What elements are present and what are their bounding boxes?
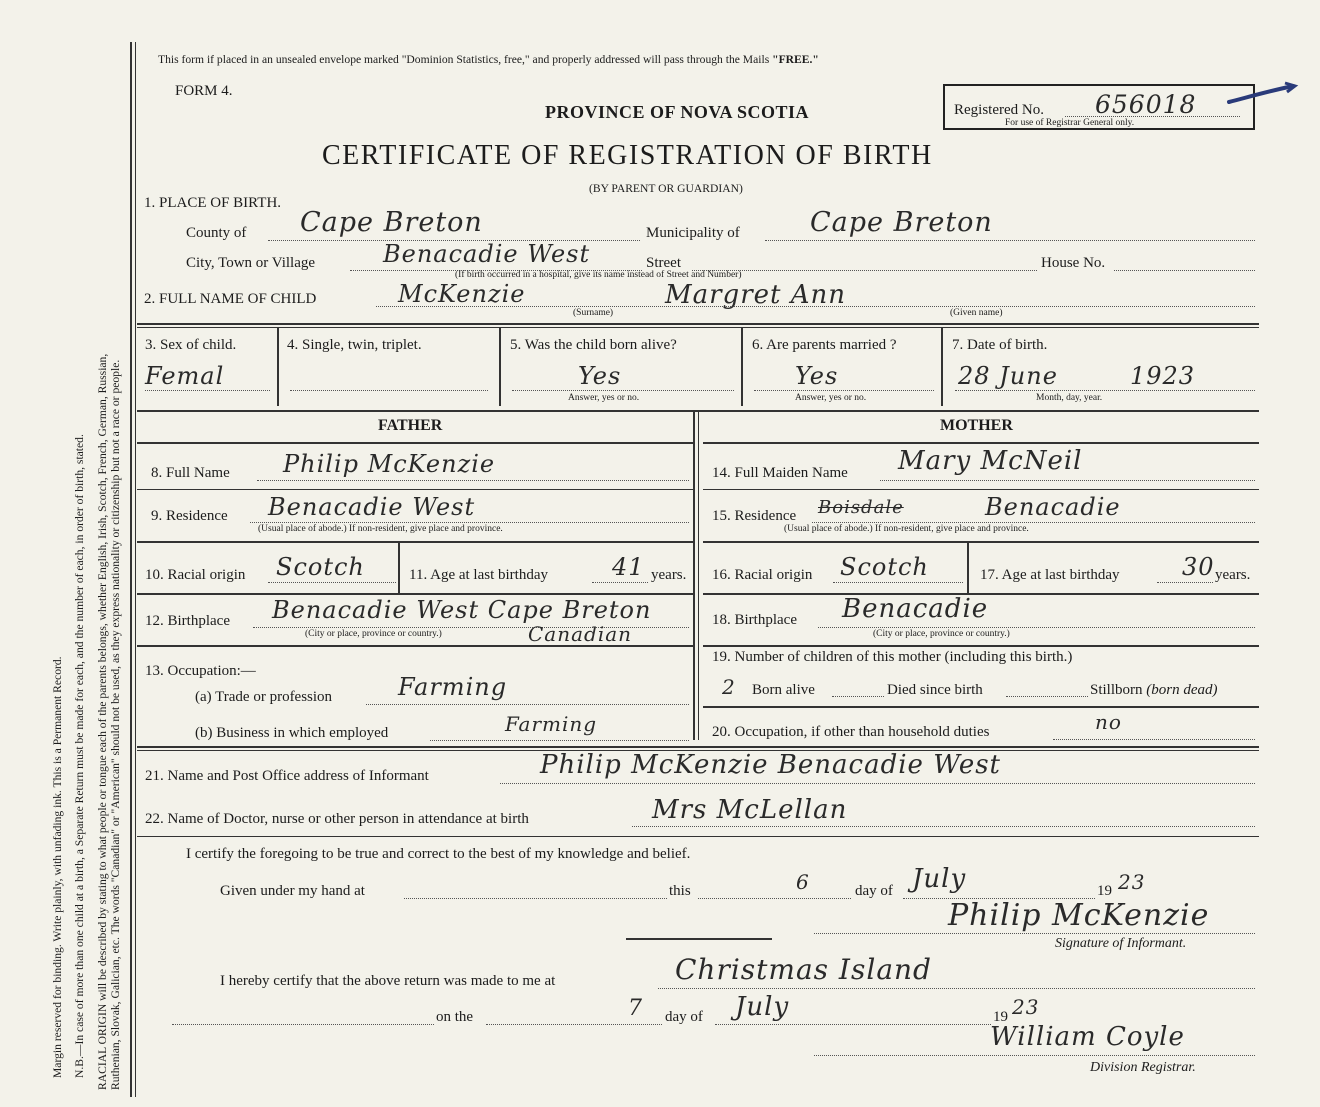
on-year-prefix: 19 <box>993 1009 1008 1025</box>
mother-occupation-dots <box>1053 739 1255 740</box>
registrar-signature: William Coyle <box>990 1022 1185 1052</box>
born-alive-label: 5. Was the child born alive? <box>510 337 677 353</box>
multiple-birth-dots <box>290 390 488 391</box>
house-number-dots <box>1114 270 1255 271</box>
registrar-signature-caption: Division Registrar. <box>1090 1060 1196 1075</box>
street-dots <box>692 270 1037 271</box>
mother-birthplace-label: 18. Birthplace <box>712 612 797 628</box>
dob-caption: Month, day, year. <box>1036 393 1103 403</box>
cell-divider <box>741 328 743 406</box>
cell-divider <box>967 543 969 593</box>
on-the-lead-dots <box>172 1024 434 1025</box>
registered-value: 656018 <box>1095 90 1197 119</box>
born-alive-dots <box>512 390 734 391</box>
cell-divider <box>277 328 279 406</box>
mother-heading-rule <box>703 442 1259 444</box>
informant-signature-dots <box>814 933 1255 934</box>
informant-signature-caption: Signature of Informant. <box>1055 936 1187 951</box>
father-business-dots <box>430 740 689 741</box>
hospital-note: (If birth occurred in a hospital, give its name instead of Street and Number) <box>455 270 742 280</box>
registrar-note: For use of Registrar General only. <box>1005 118 1135 128</box>
born-alive-value: Yes <box>578 362 622 390</box>
place-of-birth-heading: 1. PLACE OF BIRTH. <box>144 195 282 211</box>
sex-value: Femal <box>145 362 225 390</box>
doctor-value: Mrs McLellan <box>652 795 848 825</box>
mother-birthplace-dots <box>818 627 1255 628</box>
father-trade-dots <box>366 704 689 705</box>
father-racial-label: 10. Racial origin <box>145 567 246 583</box>
day-value: 6 <box>796 870 810 894</box>
county-value: Cape Breton <box>300 207 483 238</box>
cell-divider <box>398 543 400 593</box>
divider-informant <box>137 746 1259 748</box>
row-rule <box>703 489 1259 490</box>
margin-note-racial-origin: RACIAL ORIGIN will be described by stating to what people or tongue each of the parents belongs, whether English, Irish, Scotch, French, German, Russian, <box>96 353 109 1090</box>
mother-years-label: years. <box>1215 567 1251 583</box>
margin-note-multiple-births: N.B.—In case of more than one child at a birth, a Separate Return must be made for each, and the number of each, in order of birth, stated. <box>73 434 86 1078</box>
municipality-dots <box>765 240 1255 241</box>
father-trade-value: Farming <box>398 673 508 701</box>
form-number: FORM 4. <box>175 83 233 99</box>
father-heading: FATHER <box>378 417 443 434</box>
father-name-label: 8. Full Name <box>151 465 230 481</box>
mother-name-dots <box>880 480 1255 481</box>
binding-margin-line <box>130 42 132 1097</box>
father-residence-dots <box>250 522 689 523</box>
doctor-dots <box>632 826 1255 827</box>
county-label: County of <box>186 225 247 241</box>
registered-label: Registered No. <box>954 102 1044 118</box>
father-birthplace-caption: (City or place, province or country.) <box>305 629 442 639</box>
day-dots <box>698 898 851 899</box>
on-month-dots <box>715 1024 991 1025</box>
mother-died-label: Died since birth <box>887 682 983 698</box>
row-rule <box>137 645 693 647</box>
binding-margin-line-inner <box>135 42 136 1097</box>
married-label: 6. Are parents married ? <box>752 337 897 353</box>
child-surname: McKenzie <box>398 280 526 308</box>
mother-born-alive-label: Born alive <box>752 682 815 698</box>
married-dots <box>754 390 934 391</box>
on-day-of-label: day of <box>665 1009 703 1025</box>
father-birthplace-value: Benacadie West Cape Breton <box>272 596 652 624</box>
dob-day-month: 28 June <box>958 362 1058 390</box>
municipality-value: Cape Breton <box>810 207 993 238</box>
parents-center-divider <box>693 410 695 740</box>
year-suffix: 23 <box>1118 870 1146 894</box>
mother-residence-dots <box>812 522 1255 523</box>
month-value: July <box>912 864 967 894</box>
house-number-label: House No. <box>1041 255 1106 271</box>
postal-note-free: "FREE." <box>772 53 819 66</box>
father-age-label: 11. Age at last birthday <box>409 567 548 583</box>
given-under-hand-label: Given under my hand at <box>220 883 365 899</box>
informant-value: Philip McKenzie Benacadie West <box>540 750 1001 780</box>
mother-residence-struck: Boisdale <box>818 497 904 518</box>
on-month-value: July <box>735 992 790 1022</box>
father-birthplace-extra: Canadian <box>528 622 633 646</box>
father-name-dots <box>257 480 689 481</box>
father-business-label: (b) Business in which employed <box>195 725 389 741</box>
mother-birthplace-value: Benacadie <box>842 594 989 624</box>
city-label: City, Town or Village <box>186 255 316 271</box>
margin-note-racial-origin-cont: Ruthenian, Slovak, Galician, etc. The words "Canadian" or "American" should not be used, as they express nationality or citizenship but not a race or people. <box>109 359 122 1090</box>
born-alive-dots <box>832 696 884 697</box>
father-racial-value: Scotch <box>276 553 365 581</box>
father-name-value: Philip McKenzie <box>283 450 496 478</box>
informant-label: 21. Name and Post Office address of Informant <box>145 768 429 784</box>
row-rule <box>137 541 693 543</box>
row-rule <box>703 706 1259 708</box>
mother-stillborn-label: Stillborn <box>1090 682 1143 698</box>
mother-racial-value: Scotch <box>840 553 929 581</box>
father-age-dots <box>592 582 648 583</box>
day-of-label: day of <box>855 883 893 899</box>
year-prefix: 19 <box>1097 883 1112 899</box>
mother-heading: MOTHER <box>940 417 1013 434</box>
page-subtitle: (BY PARENT OR GUARDIAN) <box>589 182 743 195</box>
father-residence-label: 9. Residence <box>151 508 228 524</box>
postal-note-text: This form if placed in an unsealed envelope marked "Dominion Statistics, free," and properly addressed will pass through the Mails <box>158 53 770 66</box>
municipality-label: Municipality of <box>646 225 740 241</box>
mother-racial-label: 16. Racial origin <box>712 567 813 583</box>
mother-birthplace-caption: (City or place, province or country.) <box>873 629 1010 639</box>
multiple-birth-label: 4. Single, twin, triplet. <box>287 337 422 353</box>
father-age-value: 41 <box>612 553 645 581</box>
father-years-label: years. <box>651 567 687 583</box>
married-value: Yes <box>795 362 839 390</box>
postal-note <box>158 53 819 66</box>
this-label: this <box>669 883 691 899</box>
given-place-dots <box>404 898 667 899</box>
mother-age-label: 17. Age at last birthday <box>980 567 1120 583</box>
mother-occupation-label: 20. Occupation, if other than household duties <box>712 724 990 740</box>
margin-note-binding: Margin reserved for binding. Write plainly, with unfading ink. This is a Permanent Record. <box>51 656 64 1078</box>
child-given-name: Margret Ann <box>665 280 846 310</box>
row-rule <box>137 489 693 490</box>
mother-name-value: Mary McNeil <box>898 446 1083 476</box>
mother-children-label: 19. Number of children of this mother (including this birth.) <box>712 649 1073 665</box>
father-racial-dots <box>268 582 396 583</box>
row-rule <box>703 541 1259 543</box>
dob-dots <box>955 390 1255 391</box>
row-rule <box>137 593 693 595</box>
divider-certification <box>137 836 1259 837</box>
mother-abode-note: (Usual place of abode.) If non-resident, give place and province. <box>784 524 1029 534</box>
mother-age-dots <box>1157 582 1213 583</box>
given-name-caption: (Given name) <box>950 308 1003 318</box>
born-alive-caption: Answer, yes or no. <box>568 393 640 403</box>
registrar-signature-dots <box>814 1055 1255 1056</box>
mother-age-value: 30 <box>1182 553 1215 581</box>
parents-center-divider-b <box>698 410 699 740</box>
informant-signature: Philip McKenzie <box>948 898 1210 933</box>
father-business-value: Farming <box>505 712 598 736</box>
page-title: CERTIFICATE OF REGISTRATION OF BIRTH <box>322 140 933 171</box>
mother-stillborn <box>1090 682 1218 699</box>
province-heading: PROVINCE OF NOVA SCOTIA <box>545 102 810 122</box>
doctor-label: 22. Name of Doctor, nurse or other person in attendance at birth <box>145 811 529 827</box>
dob-label: 7. Date of birth. <box>952 337 1048 353</box>
cell-divider <box>941 328 943 406</box>
mother-racial-dots <box>833 582 963 583</box>
mother-name-label: 14. Full Maiden Name <box>712 465 848 481</box>
divider-row-3b <box>137 327 1259 328</box>
sex-dots <box>145 390 270 391</box>
mother-born-alive-value: 2 <box>722 675 736 699</box>
return-place-dots <box>658 988 1255 989</box>
return-place: Christmas Island <box>675 953 932 986</box>
dob-year: 1923 <box>1130 362 1196 390</box>
surname-caption: (Surname) <box>573 308 614 318</box>
father-heading-rule <box>137 442 693 444</box>
on-day-value: 7 <box>628 996 643 1021</box>
mother-residence-value: Benacadie <box>985 493 1121 521</box>
mother-occupation-value: no <box>1095 710 1122 734</box>
father-trade-label: (a) Trade or profession <box>195 689 333 705</box>
father-occupation-label: 13. Occupation:— <box>145 663 256 679</box>
check-mark-icon <box>1225 80 1300 115</box>
died-dots <box>1006 696 1088 697</box>
row-rule <box>703 645 1259 647</box>
informant-dots <box>500 783 1255 784</box>
mother-residence-label: 15. Residence <box>712 508 797 524</box>
registration-number-box <box>943 84 1255 130</box>
sex-label: 3. Sex of child. <box>145 337 237 353</box>
cell-divider <box>499 328 501 406</box>
return-label: I hereby certify that the above return was made to me at <box>220 973 556 989</box>
city-value: Benacadie West <box>383 240 591 268</box>
on-year-suffix: 23 <box>1012 995 1040 1019</box>
divider-row-3 <box>137 323 1259 325</box>
separator-rule <box>626 938 772 940</box>
on-day-dots <box>486 1024 662 1025</box>
child-name-label: 2. FULL NAME OF CHILD <box>144 291 317 307</box>
on-the-label: on the <box>436 1009 474 1025</box>
married-caption: Answer, yes or no. <box>795 393 867 403</box>
father-birthplace-label: 12. Birthplace <box>145 613 230 629</box>
father-abode-note: (Usual place of abode.) If non-resident, give place and province. <box>258 524 503 534</box>
certification-statement: I certify the foregoing to be true and correct to the best of my knowledge and belief. <box>186 846 691 862</box>
street-label: Street <box>646 255 681 271</box>
father-residence-value: Benacadie West <box>268 493 476 521</box>
mother-stillborn-note: (born dead) <box>1146 682 1218 698</box>
